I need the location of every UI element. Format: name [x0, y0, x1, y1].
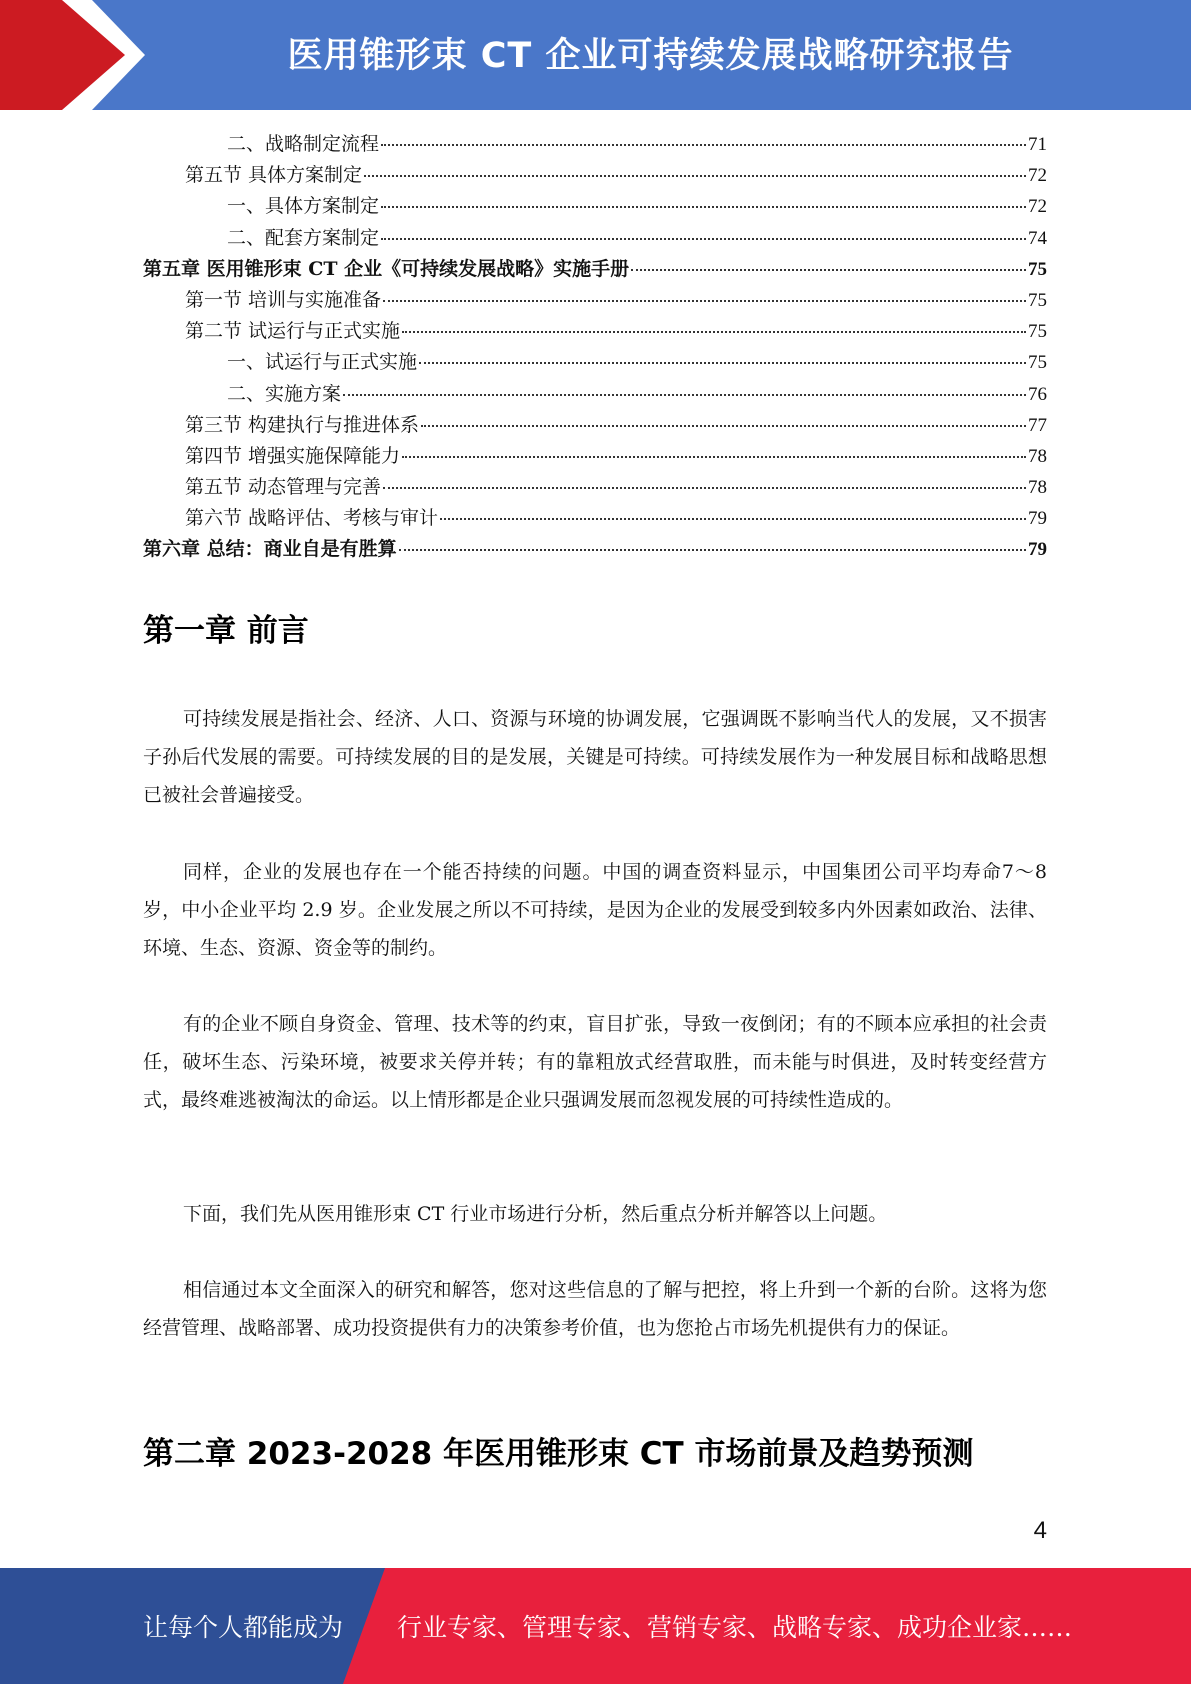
paragraph: 同样，企业的发展也存在一个能否持续的问题。中国的调查资料显示，中国集团公司平均寿命7～8 岁，中小企业平均 2.9 岁。企业发展之所以不可持续，是因为企业的发展受到较多内外因素如政治、法律、环境、生态、资源、资金等的制约。	[143, 861, 1047, 959]
chapter-2-heading: 第二章 2023-2028 年医用锥形束 CT 市场前景及趋势预测	[143, 1436, 974, 1472]
toc-entry-page: 79	[1028, 539, 1047, 561]
toc-entry-title: 第三节 构建执行与推进体系	[185, 413, 420, 436]
toc-leader-dots	[440, 517, 1026, 520]
toc-entry-page: 75	[1028, 352, 1047, 374]
toc-entry[interactable]	[143, 285, 1047, 316]
toc-entry-page: 75	[1028, 258, 1047, 280]
page-footer	[0, 1568, 1191, 1684]
toc-entry[interactable]	[143, 347, 1047, 378]
table-of-contents	[143, 129, 1047, 566]
toc-entry-title: 二、战略制定流程	[227, 133, 380, 155]
toc-leader-dots	[381, 205, 1026, 208]
toc-leader-dots	[364, 174, 1026, 177]
footer-slogan-right: 行业专家、管理专家、营销专家、战略专家、成功企业家……	[397, 1613, 1073, 1642]
toc-entry-title: 第六节 战略评估、考核与审计	[185, 507, 439, 530]
footer-slogan-left: 让每个人都能成为	[143, 1613, 344, 1642]
toc-leader-dots	[402, 455, 1026, 458]
toc-entry-title: 第二节 试运行与正式实施	[185, 320, 401, 343]
toc-leader-dots	[381, 143, 1026, 146]
toc-entry[interactable]	[143, 191, 1047, 222]
toc-entry-page: 76	[1028, 383, 1047, 405]
paragraph: 下面，我们先从医用锥形束 CT 行业市场进行分析，然后重点分析并解答以上问题。	[183, 1203, 888, 1225]
toc-entry-page: 71	[1028, 134, 1047, 155]
report-title: 医用锥形束 CT 企业可持续发展战略研究报告	[287, 36, 1014, 76]
toc-leader-dots	[399, 548, 1026, 551]
toc-entry-title: 第一节 培训与实施准备	[185, 288, 382, 311]
toc-entry-title: 第六章 总结：商业自是有胜算	[143, 538, 397, 561]
toc-entry-page: 72	[1028, 165, 1047, 187]
toc-entry-page: 74	[1028, 227, 1047, 249]
toc-entry-title: 第五节 动态管理与完善	[185, 476, 382, 499]
page-header	[0, 0, 1191, 110]
toc-entry-title: 二、实施方案	[227, 382, 342, 405]
toc-entry-page: 79	[1028, 508, 1047, 530]
toc-entry[interactable]	[143, 129, 1047, 160]
toc-entry[interactable]	[143, 472, 1047, 503]
toc-leader-dots	[383, 486, 1026, 489]
toc-entry[interactable]	[143, 534, 1047, 565]
toc-leader-dots	[402, 330, 1026, 333]
toc-entry-title: 第五章 医用锥形束 CT 企业《可持续发展战略》实施手册	[143, 257, 630, 280]
toc-entry-page: 77	[1028, 414, 1047, 436]
chapter-1-heading: 第一章 前言	[143, 613, 309, 649]
toc-entry-page: 75	[1028, 289, 1047, 311]
toc-entry-page: 78	[1028, 445, 1047, 467]
toc-entry[interactable]	[143, 223, 1047, 254]
page-number: 4	[1033, 1517, 1047, 1544]
toc-entry[interactable]	[143, 503, 1047, 534]
toc-entry-title: 一、具体方案制定	[227, 195, 380, 218]
toc-entry-page: 72	[1028, 196, 1047, 218]
toc-entry[interactable]	[143, 410, 1047, 441]
toc-entry-page: 78	[1028, 477, 1047, 499]
toc-leader-dots	[381, 237, 1026, 240]
toc-entry[interactable]	[143, 441, 1047, 472]
toc-entry[interactable]	[143, 316, 1047, 347]
toc-entry-title: 第五节 具体方案制定	[185, 164, 363, 187]
toc-leader-dots	[419, 361, 1026, 364]
paragraph: 相信通过本文全面深入的研究和解答，您对这些信息的了解与把控，将上升到一个新的台阶。这将为您经营管理、战略部署、成功投资提供有力的决策参考价值，也为您抢占市场先机提供有力的保证。	[143, 1279, 1047, 1339]
toc-entry[interactable]	[143, 254, 1047, 285]
toc-leader-dots	[343, 393, 1026, 396]
toc-leader-dots	[383, 299, 1026, 302]
toc-entry-page: 75	[1028, 321, 1047, 343]
toc-entry[interactable]	[143, 379, 1047, 410]
toc-leader-dots	[631, 268, 1026, 271]
toc-entry-title: 一、试运行与正式实施	[227, 351, 418, 374]
toc-leader-dots	[421, 424, 1026, 427]
toc-entry[interactable]	[143, 160, 1047, 191]
paragraph: 可持续发展是指社会、经济、人口、资源与环境的协调发展，它强调既不影响当代人的发展，又不损害子孙后代发展的需要。可持续发展的目的是发展，关键是可持续。可持续发展作为一种发展目标和战略思想已被社会普遍接受。	[143, 708, 1047, 806]
toc-entry-title: 第四节 增强实施保障能力	[185, 444, 401, 467]
paragraph: 有的企业不顾自身资金、管理、技术等的约束，盲目扩张，导致一夜倒闭；有的不顾本应承担的社会责任，破坏生态、污染环境，被要求关停并转；有的靠粗放式经营取胜，而未能与时俱进，及时转变经营方式，最终难逃被淘汰的命运。以上情形都是企业只强调发展而忽视发展的可持续性造成的。	[143, 1013, 1047, 1111]
toc-entry-title: 二、配套方案制定	[227, 226, 380, 249]
